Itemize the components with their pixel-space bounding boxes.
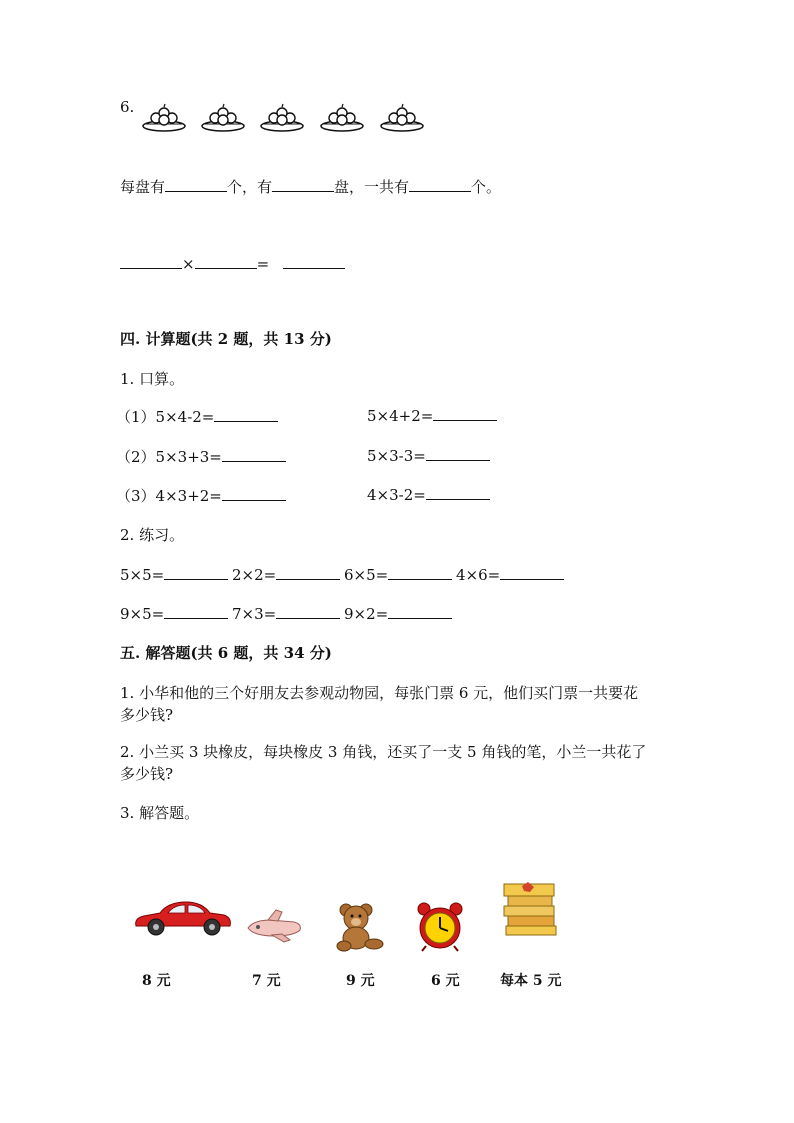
answer-blank[interactable] [276,604,340,619]
alarm-clock-icon [412,902,470,952]
car-icon [130,896,234,940]
answer-blank[interactable] [388,604,452,619]
blank-factor-2[interactable] [195,254,257,269]
section-4-q1-title: 1. 口算。 [120,370,185,388]
answer-blank[interactable] [222,486,286,501]
answer-blank[interactable] [214,407,278,422]
blank-factor-1[interactable] [120,254,182,269]
price-label: 每本 5 元 [500,973,562,989]
answer-blank[interactable] [388,565,452,580]
section-4-q2-title: 2. 练习。 [120,526,185,544]
price-label: 8 元 [142,973,171,989]
problem-1-line-1: 1. 小华和他的三个好朋友去参观动物园，每张门票 6 元，他们买门票一共要花 [120,684,639,702]
price-label: 6 元 [431,973,460,989]
price-label: 7 元 [252,973,281,989]
toy-plane-icon [244,908,306,944]
teddy-bear-icon [330,902,390,952]
problem-2-line-1: 2. 小兰买 3 块橡皮，每块橡皮 3 角钱，还买了一支 5 角钱的笔，小兰一共花了 [120,743,647,761]
oral-row: （1）5×4-2= [116,406,278,427]
section-4-heading: 四. 计算题(共 2 题，共 13 分) [120,330,332,348]
answer-blank[interactable] [164,604,228,619]
apple-plates-icon [142,102,432,132]
oral-row: （2）5×3+3= [116,446,286,467]
practice-item: 9×2= [344,604,452,623]
answer-blank[interactable] [276,565,340,580]
answer-blank[interactable] [426,446,490,461]
answer-blank[interactable] [426,485,490,500]
oral-row: 4×3-2= [367,485,490,504]
problem-1-line-2: 多少钱? [120,706,174,724]
question-6-number: 6. [120,98,135,116]
answer-blank[interactable] [164,565,228,580]
answer-blank[interactable] [222,447,286,462]
books-icon [500,880,560,938]
problem-3-title: 3. 解答题。 [120,804,200,822]
price-label: 9 元 [346,973,375,989]
answer-blank[interactable] [433,406,497,421]
practice-item: 2×2= [232,565,340,584]
section-5-heading: 五. 解答题(共 6 题，共 34 分) [120,644,332,662]
blank-plates[interactable] [272,177,334,192]
practice-item: 5×5= [120,565,228,584]
problem-2-line-2: 多少钱? [120,765,174,783]
question-6-equation: × = [120,254,345,273]
blank-per-plate[interactable] [165,177,227,192]
practice-item: 4×6= [456,565,564,584]
practice-item: 6×5= [344,565,452,584]
blank-product[interactable] [283,254,345,269]
oral-row: （3）4×3+2= [116,485,286,506]
practice-item: 9×5= [120,604,228,623]
question-6-sentence: 每盘有 个，有 盘，一共有 个。 [120,178,502,196]
practice-item: 7×3= [232,604,340,623]
oral-row: 5×3-3= [367,446,490,465]
answer-blank[interactable] [500,565,564,580]
oral-row: 5×4+2= [367,406,497,425]
blank-total[interactable] [409,177,471,192]
